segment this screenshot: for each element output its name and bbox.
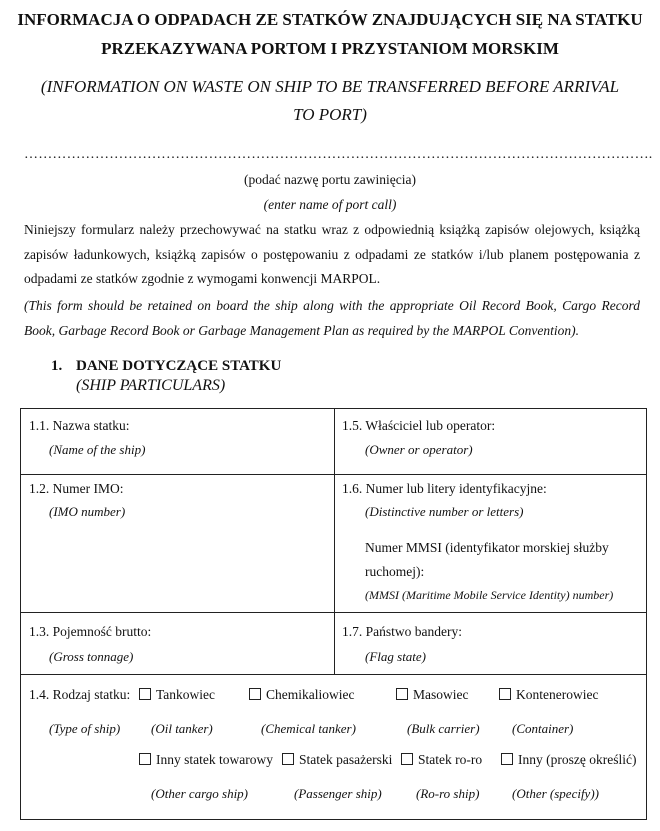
checkbox[interactable] <box>396 688 408 700</box>
row-divider <box>21 612 646 613</box>
section-number: 1. <box>51 358 63 374</box>
ship-type-container[interactable] <box>499 687 598 703</box>
ship-type-other-cargo[interactable] <box>139 752 273 768</box>
ship-type-passenger-en: (Passenger ship) <box>294 786 382 801</box>
ship-type-oil-tanker[interactable] <box>139 687 215 703</box>
checkbox[interactable] <box>249 688 261 700</box>
distinctive-number-label-en: (Distinctive number or letters) <box>365 504 524 519</box>
flag-state-label-en: (Flag state) <box>365 649 427 664</box>
option-label: Tankowiec <box>156 687 216 702</box>
ship-type-passenger[interactable] <box>282 752 392 768</box>
ship-particulars-table <box>20 408 647 820</box>
mmsi-field[interactable]: Numer MMSI (identyfikator morskiej służby <box>365 540 609 555</box>
column-divider <box>334 409 335 674</box>
gross-tonnage-field[interactable]: 1.3. Pojemność brutto: <box>29 624 152 639</box>
ship-name-label-en: (Name of the ship) <box>49 442 146 457</box>
form-title-line-2: PRZEKAZYWANA PORTOM I PRZYSTANIOM MORSKIM <box>101 39 559 58</box>
checkbox[interactable] <box>501 753 513 765</box>
option-label: Chemikaliowiec <box>266 687 355 702</box>
port-call-label: (podać nazwę portu zawinięcia) <box>243 172 417 187</box>
distinctive-number-field[interactable]: 1.6. Numer lub litery identyfikacyjne: <box>342 481 547 496</box>
option-label: Kontenerowiec <box>516 687 599 702</box>
ship-type-chemical-tanker[interactable] <box>249 687 354 703</box>
ship-name-field[interactable]: 1.1. Nazwa statku: <box>29 418 130 433</box>
checkbox[interactable] <box>282 753 294 765</box>
checkbox[interactable] <box>401 753 413 765</box>
option-label: Statek pasażerski <box>299 752 393 767</box>
ship-type-label-en: (Type of ship) <box>49 721 121 736</box>
flag-state-field[interactable]: 1.7. Państwo bandery: <box>342 624 462 639</box>
ship-type-container-en: (Container) <box>512 721 574 736</box>
ship-type-bulk-carrier[interactable] <box>396 687 468 703</box>
form-title-line-1: INFORMACJA O ODPADACH ZE STATKÓW ZNAJDUJĄCYCH SIĘ NA STATKU <box>17 10 643 29</box>
ship-type-other-en: (Other (specify)) <box>512 786 599 801</box>
owner-operator-field[interactable]: 1.5. Właściciel lub operator: <box>342 418 496 433</box>
mmsi-label-continued: ruchomej): <box>365 564 425 579</box>
ship-type-label: 1.4. Rodzaj statku: <box>29 687 131 702</box>
option-label: Inny (proszę określić) <box>518 752 637 767</box>
instructions-pl: Niniejszy formularz należy przechowywać na statku wraz z odpowiednią książką zapisów olejowych, książką zapisów ładunkowych, książką zapisów o postępowaniu z odpadami ze statków i/lub planem postępowania z odpadami ze statków zgodnie z wymogami konwencji MARPOL. <box>24 222 640 286</box>
form-subtitle-line-2: TO PORT) <box>293 105 367 124</box>
ship-type-bulk-carrier-en: (Bulk carrier) <box>407 721 480 736</box>
mmsi-label-en: (MMSI (Maritime Mobile Service Identity) number) <box>365 588 614 602</box>
instructions-en: (This form should be retained on board the ship along with the appropriate Oil Record Book, Cargo Record Book, Garbage Record Book or Garbage Management Plan as required by the MARPOL Convention). <box>24 298 640 338</box>
ship-type-ro-ro[interactable] <box>401 752 482 768</box>
ship-type-other-cargo-en: (Other cargo ship) <box>151 786 249 801</box>
form-subtitle-line-1: (INFORMATION ON WASTE ON SHIP TO BE TRANSFERRED BEFORE ARRIVAL <box>40 77 620 96</box>
option-label: Inny statek towarowy <box>156 752 273 767</box>
checkbox[interactable] <box>499 688 511 700</box>
imo-number-label-en: (IMO number) <box>49 504 126 519</box>
checkbox[interactable] <box>139 688 151 700</box>
port-call-input-line[interactable]: ……………………………………………………………………………………………………………………. <box>24 147 653 162</box>
gross-tonnage-label-en: (Gross tonnage) <box>49 649 134 664</box>
port-call-label-en: (enter name of port call) <box>263 197 397 212</box>
ship-type-oil-tanker-en: (Oil tanker) <box>151 721 213 736</box>
option-label: Statek ro-ro <box>418 752 483 767</box>
row-divider <box>21 474 646 475</box>
ship-type-ro-ro-en: (Ro-ro ship) <box>416 786 480 801</box>
row-divider <box>21 674 646 675</box>
ship-type-chemical-tanker-en: (Chemical tanker) <box>261 721 356 736</box>
checkbox[interactable] <box>139 753 151 765</box>
owner-operator-label-en: (Owner or operator) <box>365 442 473 457</box>
ship-type-other[interactable] <box>501 752 636 768</box>
section-heading: DANE DOTYCZĄCE STATKU <box>76 358 282 374</box>
imo-number-field[interactable]: 1.2. Numer IMO: <box>29 481 124 496</box>
option-label: Masowiec <box>413 687 469 702</box>
section-heading-en: (SHIP PARTICULARS) <box>76 377 226 394</box>
